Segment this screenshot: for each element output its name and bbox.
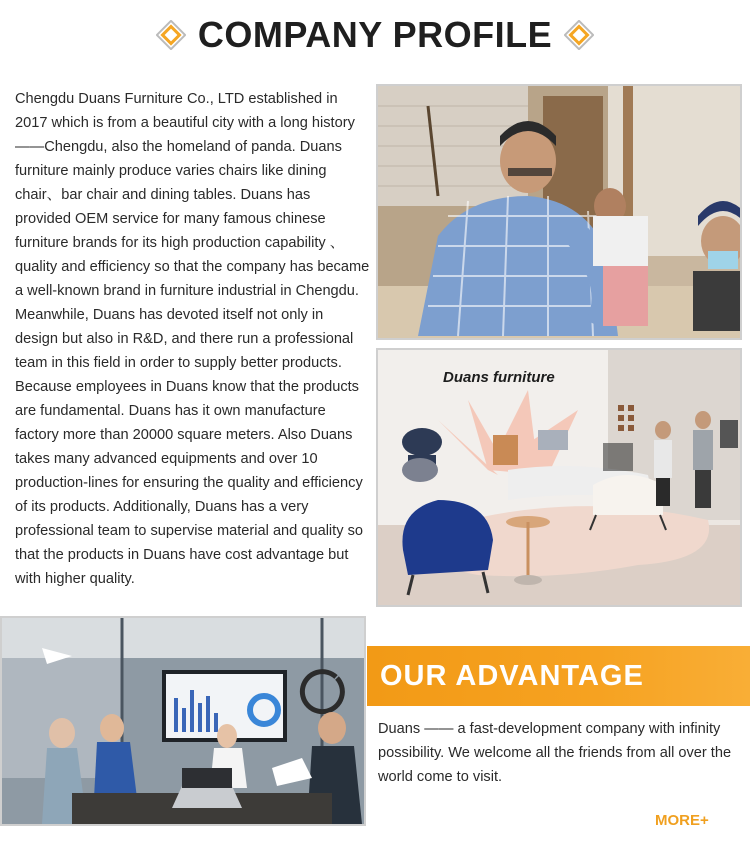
workshop-photo [376,84,742,340]
office-team-photo [0,616,366,826]
diamond-ornament-icon [156,20,186,50]
advantage-title: OUR ADVANTAGE [380,659,644,692]
more-link[interactable]: MORE+ [655,812,709,829]
diamond-ornament-icon [564,20,594,50]
showroom-photo [376,348,742,607]
advantage-banner [367,646,750,706]
page-title: COMPANY PROFILE [197,14,553,55]
company-intro-text: Chengdu Duans Furniture Co., LTD established in 2017 which is from a beautiful city with a long history——Chengdu, also the homeland of panda. Duans furniture mainly produce varies chairs like dining chair、bar chair and dining tables. Duans has provided OEM service for many famous chinese furniture brands for its high production capability 、quality and efficiency so that the company has became a well-known brand in furniture industrial in Chengdu. Meanwhile, Duans has devoted itself not only in design but also in R&D, and there run a professional team in this field in order to supply better products. Because employees in Duans know that the products are fundamental. Duans has it own manufacture factory more than 20000 square meters. Also Duans takes many advanced equipments and over 10 production-lines for ensuring the quality and efficiency of its products. Additionally, Duans has a very professional team to supervise material and quality so that the products in Duans have cost advantage but with higher quality. [15,91,370,587]
section-header [0,10,750,60]
advantage-text: Duans —— a fast-development company with infinity possibility. We welcome all the friends from all over the world come to visit. [378,721,732,785]
showroom-sign: Duans furniture [443,369,555,386]
